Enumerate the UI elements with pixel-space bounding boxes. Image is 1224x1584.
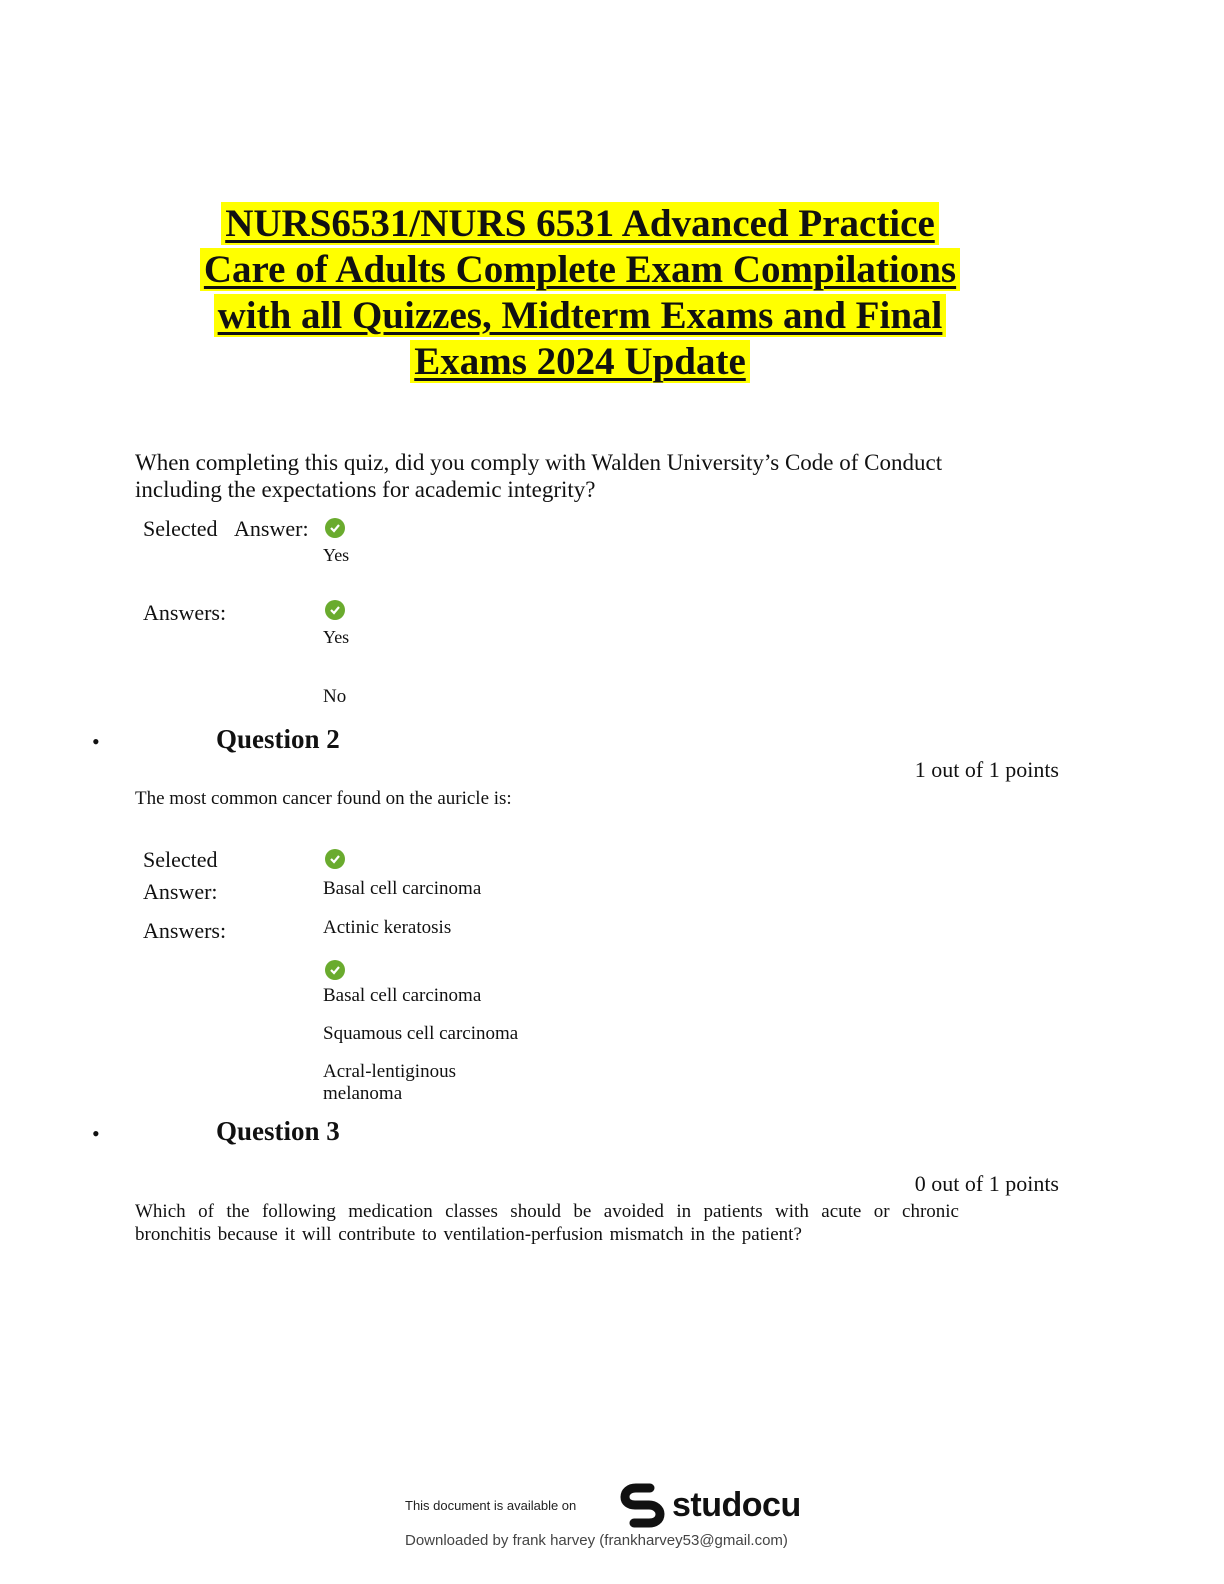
q3-text: Which of the following medication classes should be avoided in patients with acute or chronic bronchitis because it will contribute to ventilation-perfusion mismatch in the patient? (135, 1201, 959, 1245)
title-line-1: NURS6531/NURS 6531 Advanced Practice (221, 202, 939, 245)
title-line-2: Care of Adults Complete Exam Compilations (200, 248, 960, 291)
q2-answer-option-1: Actinic keratosis (323, 917, 452, 938)
q1-answer-option-1: Yes (323, 627, 350, 647)
studocu-logo-icon (620, 1482, 666, 1528)
title-line-3: with all Quizzes, Midterm Exams and Final (214, 294, 947, 337)
q2-correct-check-icon (325, 960, 345, 980)
footer-available-text: This document is available on (405, 1498, 577, 1513)
q1-selected-answer: Yes (323, 545, 350, 565)
q2-answer-option-2: Basal cell carcinoma (323, 985, 482, 1006)
q1-correct-check-icon (325, 600, 345, 620)
title-line-4: Exams 2024 Update (410, 340, 750, 383)
q2-selected-check-icon (325, 849, 345, 869)
q2-bullet: • (92, 729, 100, 754)
q1-answer-option-2: No (323, 686, 347, 707)
q2-answer-option-3: Squamous cell carcinoma (323, 1023, 519, 1044)
q2-answers-label: Answers: (143, 918, 227, 943)
q3-heading: Question 3 (216, 1116, 340, 1146)
q1-selected-label: Selected Answer: (143, 516, 309, 541)
q2-selected-answer: Basal cell carcinoma (323, 878, 482, 899)
q2-heading: Question 2 (216, 724, 340, 754)
q2-points: 1 out of 1 points (914, 757, 1059, 782)
studocu-logo (620, 1482, 801, 1528)
q2-selected-label-1: Selected (143, 847, 218, 872)
q1-selected-check-icon (325, 518, 345, 538)
document-title (100, 201, 1060, 385)
q2-selected-label-2: Answer: (143, 879, 218, 904)
q1-answers-label: Answers: (143, 600, 227, 625)
q2-text: The most common cancer found on the auricle is: (135, 788, 512, 809)
q3-points: 0 out of 1 points (914, 1171, 1059, 1196)
studocu-brand: studocu (672, 1485, 801, 1524)
footer-downloaded-text: Downloaded by frank harvey (frankharvey53@gmail.com) (405, 1532, 788, 1549)
q2-answer-option-4: Acral-lentiginous melanoma (323, 1061, 456, 1104)
q1-text: When completing this quiz, did you comply with Walden University’s Code of Conduct including the expectations for academic integrity? (135, 450, 943, 502)
q3-bullet: • (92, 1121, 100, 1146)
